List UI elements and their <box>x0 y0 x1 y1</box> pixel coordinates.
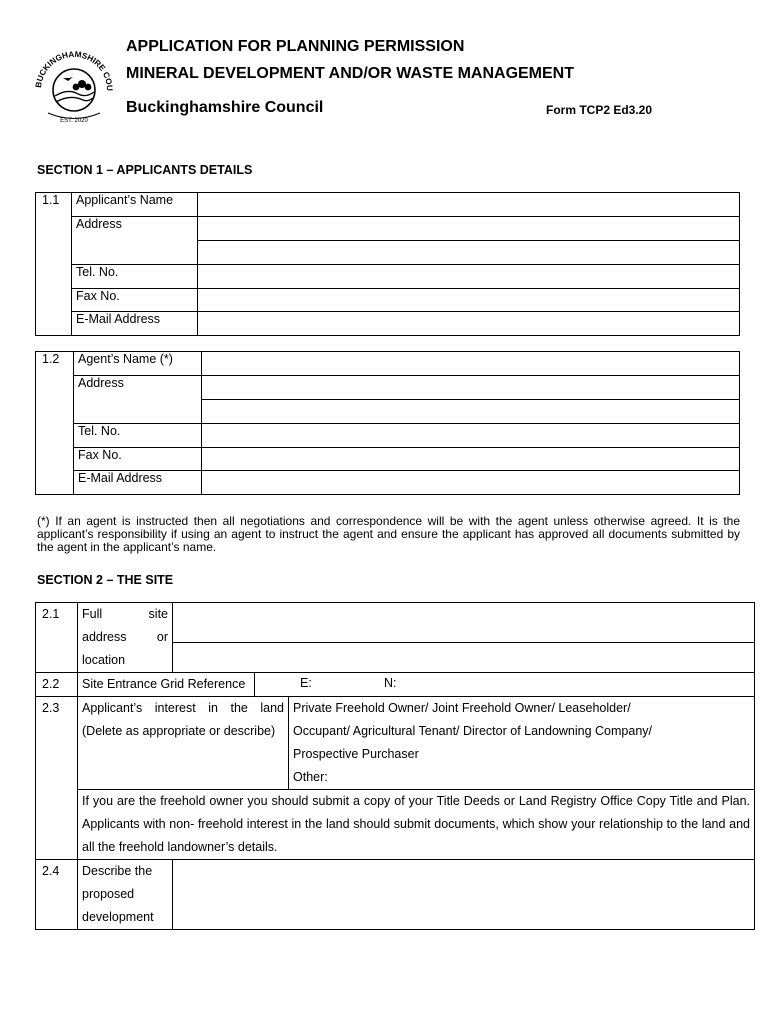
agent-num: 1.2 <box>36 352 74 376</box>
council-name: Buckinghamshire Council <box>126 99 324 116</box>
interest-num: 2.3 <box>36 697 78 790</box>
applicant-fax-field[interactable] <box>198 289 740 312</box>
applicant-num: 1.1 <box>36 193 72 217</box>
grid-ref-num: 2.2 <box>36 673 78 697</box>
site-address-num: 2.1 <box>36 603 78 673</box>
agent-name-label: Agent’s Name (*) <box>74 352 202 376</box>
proposal-label: Describe the proposed development <box>78 860 173 930</box>
grid-ref-n-label: N: <box>384 676 397 690</box>
section1-heading: SECTION 1 – APPLICANTS DETAILS <box>37 163 253 177</box>
interest-num-spacer <box>36 790 78 860</box>
site-address-field-1[interactable] <box>173 603 755 643</box>
agent-note: (*) If an agent is instructed then all negotiations and correspondence will be with the agent unless otherwise agreed. It is the applicant’s responsibility if using an agent to instruct the agent and ensure the applicant has approved all documents submitted by the agent in the applicant’s name. <box>37 514 740 554</box>
applicant-tel-label: Tel. No. <box>72 265 198 289</box>
agent-address-label: Address <box>74 376 202 424</box>
agent-tel-label: Tel. No. <box>74 424 202 448</box>
applicant-num-spacer <box>36 312 72 336</box>
council-logo <box>28 36 118 126</box>
applicant-num-spacer <box>36 265 72 289</box>
agent-num-spacer <box>36 448 74 471</box>
freehold-note: If you are the freehold owner you should submit a copy of your Title Deeds or Land Registry Office Copy Title and Plan. Applicants with non- freehold interest in the land should submit documents, which show your relationship to the land and all the freehold landowner’s details. <box>78 790 755 860</box>
interest-option-2: Occupant/ Agricultural Tenant/ Director of Landowning Company/ <box>293 724 652 738</box>
agent-address-field-2[interactable] <box>202 400 740 424</box>
agent-num-spacer <box>36 376 74 400</box>
applicant-tel-field[interactable] <box>198 265 740 289</box>
applicant-address-label: Address <box>72 217 198 265</box>
applicant-table <box>35 192 740 336</box>
applicant-email-field[interactable] <box>198 312 740 336</box>
grid-ref-label: Site Entrance Grid Reference <box>78 673 255 697</box>
grid-ref-field[interactable] <box>255 673 755 697</box>
agent-email-label: E-Mail Address <box>74 471 202 495</box>
agent-num-spacer <box>36 400 74 424</box>
agent-table <box>35 351 740 495</box>
site-address-field-2[interactable] <box>173 643 755 673</box>
agent-fax-field[interactable] <box>202 448 740 471</box>
logo-text: BUCKINGHAMSHIRE COU <box>34 49 115 92</box>
applicant-num-spacer <box>36 241 72 265</box>
section2-heading: SECTION 2 – THE SITE <box>37 573 174 587</box>
applicant-address-field-2[interactable] <box>198 241 740 265</box>
proposal-num: 2.4 <box>36 860 78 930</box>
grid-ref-e-label: E: <box>300 676 312 690</box>
applicant-num-spacer <box>36 289 72 312</box>
agent-num-spacer <box>36 471 74 495</box>
title-line-2: MINERAL DEVELOPMENT AND/OR WASTE MANAGEMENT <box>126 65 575 82</box>
interest-label: Applicant’s interest in the land (Delete as appropriate or describe) <box>78 697 289 790</box>
form-number: Form TCP2 Ed3.20 <box>546 103 653 117</box>
svg-text:BUCKINGHAMSHIRE COUNCIL <box>28 36 114 91</box>
applicant-fax-label: Fax No. <box>72 289 198 312</box>
interest-option-4: Other: <box>293 770 328 784</box>
agent-address-field-1[interactable] <box>202 376 740 400</box>
agent-num-spacer <box>36 424 74 448</box>
agent-email-field[interactable] <box>202 471 740 495</box>
applicant-address-field-1[interactable] <box>198 217 740 241</box>
site-table <box>35 602 755 930</box>
agent-name-field[interactable] <box>202 352 740 376</box>
applicant-name-field[interactable] <box>198 193 740 217</box>
interest-option-3: Prospective Purchaser <box>293 747 419 761</box>
interest-options[interactable] <box>289 697 755 790</box>
applicant-email-label: E-Mail Address <box>72 312 198 336</box>
title-line-1: APPLICATION FOR PLANNING PERMISSION <box>126 38 465 55</box>
applicant-name-label: Applicant’s Name <box>72 193 198 217</box>
proposal-field[interactable] <box>173 860 755 930</box>
agent-tel-field[interactable] <box>202 424 740 448</box>
site-address-label: Full site address or location <box>78 603 173 673</box>
interest-option-1: Private Freehold Owner/ Joint Freehold Owner/ Leaseholder/ <box>293 701 631 715</box>
logo-est: EST. 2020 <box>60 118 88 124</box>
agent-fax-label: Fax No. <box>74 448 202 471</box>
applicant-num-spacer <box>36 217 72 241</box>
